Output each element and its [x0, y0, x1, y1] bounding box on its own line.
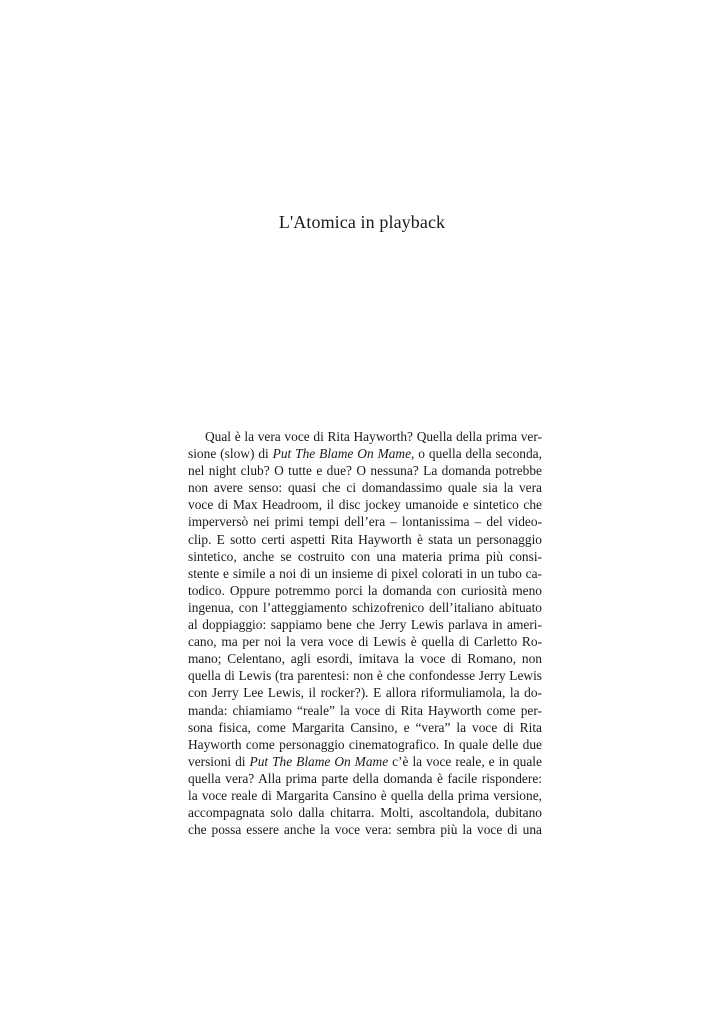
text-line [188, 719, 542, 736]
text-span: cano, ma per noi la vera voce di Lewis è quella di Carletto Ro- [188, 634, 542, 650]
text-line [188, 650, 542, 667]
text-span: clip. E sotto certi aspetti Rita Hayworth è stata un personaggio [188, 531, 542, 547]
text-span: Hayworth come personaggio cinematografico. In quale delle due [188, 736, 542, 752]
text-span: versioni di [188, 753, 250, 769]
text-span: al doppiaggio: sappiamo bene che Jerry Lewis parlava in ameri- [188, 617, 542, 633]
text-span: manda: chiamiamo “reale” la voce di Rita Hayworth come per- [188, 702, 542, 718]
text-line [188, 804, 542, 821]
text-span: la voce reale di Margarita Cansino è quella della prima versione, [188, 787, 542, 803]
text-span: mano; Celentano, agli esordi, imitava la voce di Romano, non [188, 651, 542, 667]
text-line [188, 787, 542, 804]
text-line [188, 770, 542, 787]
text-span: c’è la voce reale, e in quale [388, 753, 542, 769]
text-span: ingenua, con l’atteggiamento schizofrenico dell’italiano abituato [188, 599, 542, 615]
text-span: voce di Max Headroom, il disc jockey umanoide e sintetico che [188, 497, 542, 513]
italic-title-text: Put The Blame On Mame [272, 446, 412, 462]
text-line [188, 462, 542, 479]
text-line [188, 479, 542, 496]
text-line [188, 702, 542, 719]
text-line [188, 821, 542, 838]
text-span: imperversò nei primi tempi dell’era – lontanissima – del video- [188, 514, 542, 530]
text-line [188, 513, 542, 530]
text-line [188, 736, 542, 753]
text-span: todico. Oppure potremmo porci la domanda con curiosità meno [188, 582, 542, 598]
text-span: quella di Lewis (tra parentesi: non è che confondesse Jerry Lewis [188, 668, 542, 684]
text-span: stente e simile a noi di un insieme di pixel colorati in un tubo ca- [188, 565, 542, 581]
text-line [188, 548, 542, 565]
text-line [188, 496, 542, 513]
text-span: che possa essere anche la voce vera: sembra più la voce di una [188, 822, 542, 838]
text-line [188, 428, 542, 445]
text-line [188, 753, 542, 770]
text-line [188, 445, 542, 462]
text-line [188, 684, 542, 701]
text-line [188, 565, 542, 582]
text-span: accompagnata solo dalla chitarra. Molti, ascoltandola, dubitano [188, 805, 542, 821]
text-line [188, 633, 542, 650]
text-span: sintetico, anche se costruito con una materia prima più consi- [188, 548, 542, 564]
italic-title-text: Put The Blame On Mame [249, 753, 389, 769]
text-line [188, 531, 542, 548]
text-span: sione (slow) di [188, 446, 273, 462]
text-line [188, 582, 542, 599]
text-span: , o quella della seconda, [411, 446, 542, 462]
body-paragraph [188, 428, 542, 838]
chapter-title: L'Atomica in playback [278, 212, 446, 232]
text-line [188, 599, 542, 616]
text-span: Qual è la vera voce di Rita Hayworth? Quella della prima ver- [205, 429, 542, 444]
text-line [188, 667, 542, 684]
text-span: sona fisica, come Margarita Cansino, e “vera” la voce di Rita [188, 719, 542, 735]
text-span: non avere senso: quasi che ci domandassimo quale sia la vera [188, 480, 542, 496]
text-span: nel night club? O tutte e due? O nessuna? La domanda potrebbe [188, 463, 542, 479]
text-span: con Jerry Lee Lewis, il rocker?). E allora riformuliamola, la do- [188, 685, 542, 701]
text-line [188, 616, 542, 633]
text-span: quella vera? Alla prima parte della domanda è facile rispondere: [188, 770, 542, 786]
